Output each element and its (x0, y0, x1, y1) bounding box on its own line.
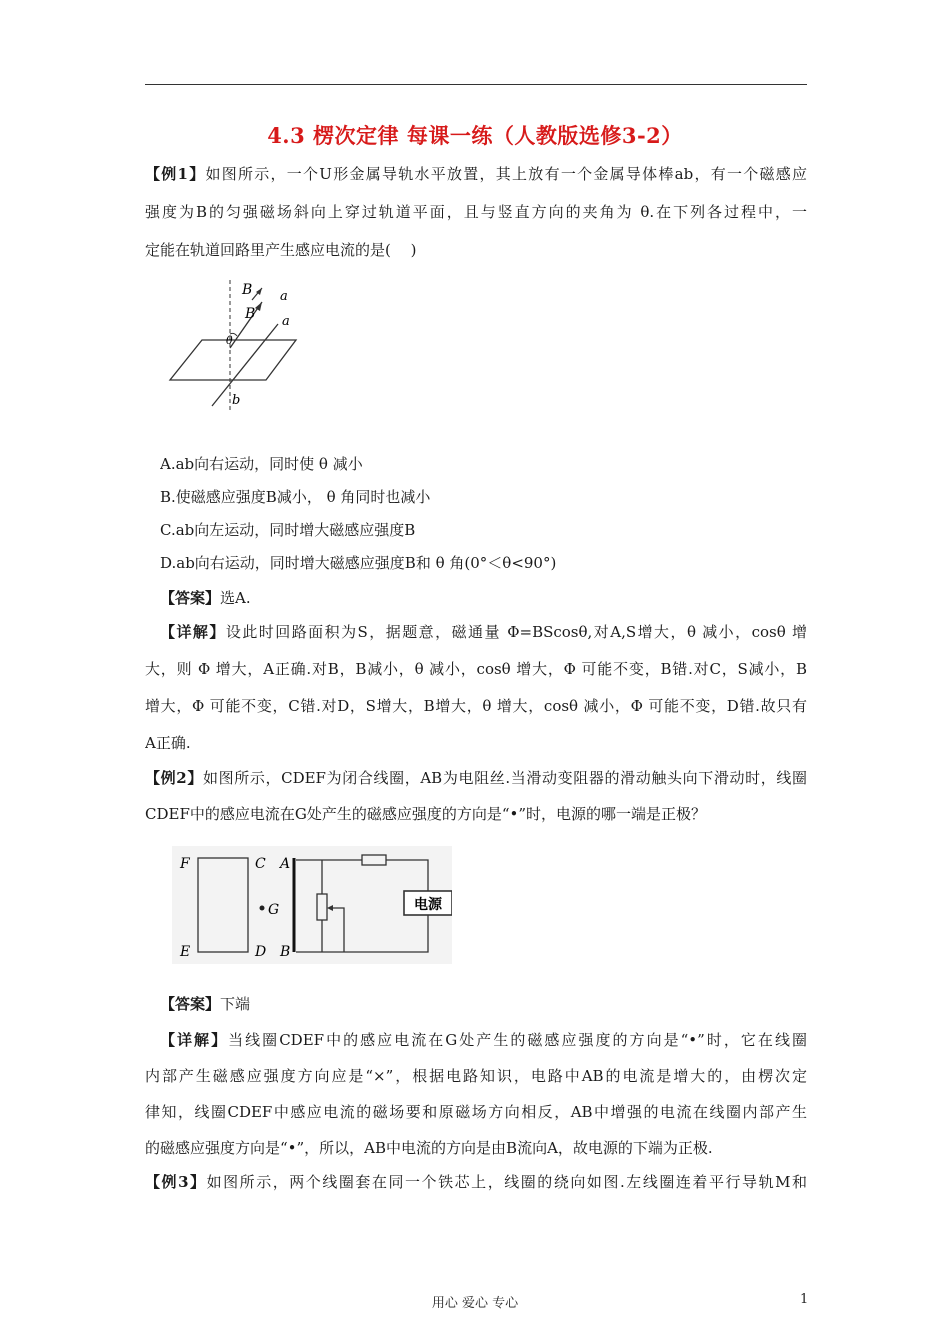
ex1-detail-line-2: 大，则 Φ 增大，A正确.对B，B减小，θ 减小，cosθ 增大，Φ 可能不变，B错.对C，S减小，B (145, 660, 807, 678)
ex3-tag: 【例3】 (145, 1173, 207, 1191)
rail-plane (170, 340, 296, 380)
label-b: B (280, 944, 291, 960)
label-f: F (180, 856, 190, 872)
ex2-tag: 【例2】 (145, 769, 203, 787)
ex1-figure (162, 278, 302, 413)
ex1-detail-line-3: 增大，Φ 可能不变，C错.对D，S增大，B增大，θ 增大，cosθ 减小，Φ 可能不变，D错.故只有 (145, 697, 807, 715)
ex2-answer: 【答案】下端 (160, 995, 251, 1013)
ex2-detail-line-1: 【详解】当线圈CDEF中的感应电流在G处产生的磁感应强度的方向是“•”时，它在线圈 (160, 1031, 807, 1049)
label-b1: B (242, 282, 253, 298)
ex1-detail-line-1: 【详解】设此时回路面积为S，据题意，磁通量 Φ=BScosθ,对A,S增大，θ 减小，cosθ 增 (160, 623, 807, 641)
ex1-detail-line-4: A正确. (145, 734, 191, 752)
label-a2: a (282, 314, 290, 329)
ex1-question-line-3: 定能在轨道回路里产生感应电流的是( ) (145, 241, 417, 259)
label-d: D (255, 944, 267, 960)
label-power: 电源 (414, 897, 442, 913)
ex1-option-d: D.ab向右运动，同时增大磁感应强度B和 θ 角(0°＜θ<90°) (160, 554, 557, 572)
resistor-icon (362, 855, 386, 865)
label-a1: a (280, 289, 288, 304)
label-g: G (268, 902, 280, 918)
ex1-answer: 【答案】选A. (160, 589, 251, 607)
ex1-option-c: C.ab向左运动，同时增大磁感应强度B (160, 521, 416, 539)
ex1-question-line-1: 【例1】如图所示，一个U形金属导轨水平放置，其上放有一个金属导体棒ab，有一个磁感应 (145, 165, 807, 183)
conductor-rod (212, 324, 278, 406)
page-number: 1 (800, 1292, 809, 1307)
label-c: C (255, 856, 266, 872)
label-a: A (280, 856, 291, 872)
label-b-low: b (232, 393, 241, 408)
label-e: E (180, 944, 191, 960)
rheostat-icon (317, 894, 327, 920)
label-theta: θ (226, 334, 233, 347)
ex1-question-line-2: 强度为B的匀强磁场斜向上穿过轨道平面，且与竖直方向的夹角为 θ.在下列各过程中，一 (145, 203, 807, 221)
ex2-detail-line-2: 内部产生磁感应强度方向应是“×”，根据电路知识，电路中AB的电流是增大的，由楞次定 (145, 1067, 807, 1085)
label-b2: B (245, 306, 256, 322)
ex3-question-line-1: 【例3】如图所示，两个线圈套在同一个铁芯上，线圈的绕向如图.左线圈连着平行导轨M和 (145, 1173, 807, 1191)
ex2-detail-line-3: 律知，线圈CDEF中感应电流的磁场要和原磁场方向相反，AB中增强的电流在线圈内部产生 (145, 1103, 807, 1121)
ex1-option-b: B.使磁感应强度B减小， θ 角同时也减小 (160, 488, 431, 506)
ex2-question-line-1: 【例2】如图所示，CDEF为闭合线圈，AB为电阻丝.当滑动变阻器的滑动触头向下滑动时，线圈 (145, 769, 807, 787)
ex2-detail-line-4: 的磁感应强度方向是“•”，所以，AB中电流的方向是由B流向A，故电源的下端为正极. (145, 1139, 713, 1157)
ex2-figure (172, 846, 452, 964)
header-rule (145, 84, 807, 85)
ex1-option-a: A.ab向右运动，同时使 θ 减小 (160, 455, 363, 473)
page-title: 4.3 楞次定律 每课一练（人教版选修3-2） (267, 123, 683, 148)
ex1-tag: 【例1】 (145, 165, 206, 183)
page-footer: 用心 爱心 专心 (431, 1296, 519, 1311)
ex2-question-line-2: CDEF中的感应电流在G处产生的磁感应强度的方向是“•”时，电源的哪一端是正极？ (145, 805, 707, 823)
point-g-dot (260, 906, 265, 911)
